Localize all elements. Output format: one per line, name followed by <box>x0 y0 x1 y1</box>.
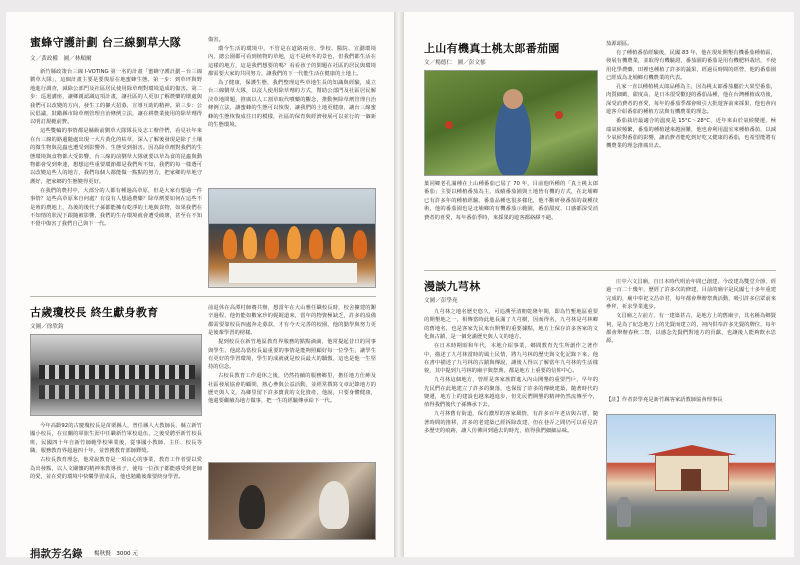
paragraph: 古校長教育工作退休之後，仍然持續的服務鄉里，擔任地方仕紳及社區發展協會的顧問，熱心參與公益活動，並經常撰寫文章記錄地方的歷史與人文，為鄉里留下許多寶貴的文化資產，他說，只要身體健康，他還要繼續為地方做事，把一生的經驗傳承給下一代。 <box>208 373 376 405</box>
paragraph: 孔家一直以種植桃太郎品種為主，因為桃太郎番茄屬於大果型番茄，肉質細緻，甜度高，是日本很受歡迎的番茄品種，他在台灣種植成功後，深受消費者的喜愛，每年的番茄季都會吸引大批遊客前來採果，他也會向遊客介紹番茄的種植方法與有機農業的理念。 <box>606 84 776 116</box>
article3-col2 <box>606 40 776 262</box>
paragraph: 九芎林之地名歷史悠久，可追溯至清朝乾隆年間，即為竹塹地區重要的開墾地之一，相傳當時此地長滿了九芎樹，因而得名，九芎林是芎林鄉的舊地名，也是客家先民來台開墾的重要據點，地方上保存許多客家的文化與古蹟，是一個充滿歷史與人文的地方。 <box>424 309 598 341</box>
paragraph: 傷害。 <box>208 37 224 43</box>
author-note: 【註】作者彭學堯是新竹縣客家語教師協會理事長 <box>606 397 723 403</box>
article4-col1 <box>424 308 598 542</box>
article2-col2 <box>208 304 376 458</box>
paragraph: 古校長教育理念，他常說教育是一項良心的事業，教育工作者要以愛為出發點，以人文關懷的精神來教導孩子，使每一位孩子都能感受到老師的愛，並在愛的環境中快樂學習成長，他也勉勵後輩要終身學習。 <box>30 457 202 480</box>
article1-byline: 文／黃政權 圖／林順爾 <box>30 56 92 62</box>
archival-class-photo <box>30 334 202 416</box>
article1-col2 <box>208 36 376 182</box>
paragraph: 茄源頭區。 <box>606 41 633 47</box>
section-divider <box>30 296 376 297</box>
paragraph: 環今生活的環境中，不管是在道路兩旁，學校、醫院、宣劃環境內，總公園都可看到植物的草地，這不是秋冬的景色，但我們都生活在這樣的地方，這是我們想要的嗎？看看孩子的問題在社區的居民與環境都需要大家的共同努力，讓我們的下一代能生活在健康的土地上。 <box>208 45 376 78</box>
paragraph: 今年高齡92的古慶瓊校長是苗栗縣人，曾任縣人大教師長、縣立新竹國小校長，在宜蘭的軍旅生涯中任職新竹軍校退伍，之後受聘至新竹校長班，民國四十年自新竹師範學校畢業後，從事國小教師、主任、校長等職，服務教育界超過四十年，並曾獲教育部師鐸獎。 <box>30 423 202 455</box>
paragraph: 九芎林這個地方，曾經是客家族群進入內山開墾的重要門戶，早年的先民們在此地建立了許多的聚落，也保留了許多的傳統建築，隨著時代的變遷，地方上的建設也越來越進步，但先民們開墾的精神仍然流傳至今，值得我們後代子孫傳承下去。 <box>424 377 598 409</box>
article3-byline: 文／楊德仁 圖／彭文郁 <box>424 60 486 66</box>
article2-title: 古歲瓊校長 終生獻身教育 <box>30 306 159 319</box>
article4-byline: 文圖／彭學堯 <box>424 298 458 304</box>
article4-col2 <box>606 278 776 390</box>
donation-list-title: 捐款芳名錄 <box>30 548 83 560</box>
paragraph: 前退休在高潭村師賽共辦，想當年在大山雅任職校長時，校舍擴建的艱辛過程，他仍能如數家珍的娓娓道來，當年的物資極缺乏，許多的設備都需要靠校長四處奔走募款，才有今天完善的校園，他的勤學與努力更是後輩學習的榜樣。 <box>208 305 376 337</box>
paragraph: 這些雙輪的事情都是縣級前劉草大隊隊長及志工辦伴們，看見社年來在台三線的路邊隨處出現一大片黃化的枯草，深入了解後發現是除了土壤的微生物與昆蟲也遭受到影響外，生態受到損害。因為除草劑對我們的生態環境與食物都大受影響，台三線的前劉草大隊就要以草為食的昆蟲與動物都會受到牽連，想想這些重要環節都是我們所不知，我們的每一樣選可以改變這些人的地方，我們每個人都能做一點點的努力，把家鄉的草地守護好，把家鄉的生態變得更好。 <box>30 128 202 185</box>
paragraph: 在我們的農村中，大部分的人都有種過高草原，但是大家有想過一件事情？這些高草原來自何處？有沒有人想過農藥？除草劑要如何在這些不是殖的農地上，為後的後代子孫都能擁有乾淨的土地與食物，如果我們在不知情的狀況下跟隨被影響，我們的生存環境就會遭受破壞，甚至在不知不覺中傷害了我們自己與下一代。 <box>30 187 202 228</box>
paragraph: 庄中六文昌廟，自日本時代明治年間已創建，今改建為雙堂介節，經過一百二十幾年，歷經了許多次的修建，目前的廟宇是民國七十多年重建完成的，廟中奉祀文昌帝君，每年都會舉辦祭典活動，吸引許多信眾前來參拜，祈求學業進步。 <box>606 279 776 311</box>
tomato-photo-caption: 葉同鄉老孔滿種在上山種番茄已屆了 70 年，目前他所種的「真土桃太郎番茄」主要以種植番茄為主，成績番茄園與土地皆有機的方式，在北埔鄉已有許多年的種植經驗，番茄品種也很多樣化，他不斷研發番茄的栽種技術，他的番茄園也是北埔鄉的有機番茄示範園，番茄甜度、口感都深受消費者的喜愛，每年番茄季時，來採果的遊客都絡繹不絕。 <box>424 181 598 221</box>
paragraph: 新竹縣政策台三線 I-VOTING 第一名的計畫「蜜蜂守護計劃－台三線劉草大隊」，這個計畫主要是要復原在地蜜蜂生態。第一步：到草坪與野地進行調查，減除公部門及社區居民使用除草劑對環境造成的傷害。第二步：巡迴講座，讓鄉親認識這項計畫，讓社區的人更加了解農藥的壞處與我們可以改變的方向，發生工的擴大招募，宣導互助的精神。第三步：公民倡議，鼓勵縣市除草劑管理自治條例立法，讓在耕農業使用的除草劑得以明訂規範前費。 <box>30 69 202 126</box>
temple-photo <box>606 414 776 540</box>
left-page <box>6 12 394 560</box>
paragraph: 文昌廟之左前方，有一建築甚古，是地方上的舊廟宇，其名稱為鄉賢祠，是為了紀念地方上的先賢而建立的，祠內供奉許多先賢的牌位，每年都會舉辦春秋二祭，以感念先賢們對地方的貢獻，也讓後人能夠飲水思源。 <box>606 313 776 345</box>
article2-col1 <box>30 422 202 540</box>
volunteer-group-photo <box>208 188 376 288</box>
page-gutter <box>394 12 404 557</box>
article1-title: 蜜蜂守護計劃 台三線劉草大隊 <box>30 36 182 49</box>
paragraph: 九芎林舊有街道，保有濃厚的客家風情，有許多百年老店與古厝，隨著時間的推移，許多的老建築已經拆除改建，但在巷弄之間仍可以看見許多歷史的痕跡，讓人彷彿回到過去的時光，值得我們細細品味。 <box>424 411 598 435</box>
donation-entry: 楊秋賢 3000 元 <box>94 551 138 557</box>
paragraph: 番茄栽培最適合的溫度是 15°C～28°C，近年來由於氣候變遷，極端氣候頻繁，番茄的種植越來越困難，他也會利用溫室來種植番茄，以減少氣候對番茄的影響，讓消費者能吃到好吃又健康的番茄，也希望能將有機農業的理念推廣出去。 <box>606 118 776 150</box>
paragraph: 為了健康，保護生態，我們整理這些草地生長的知識與經驗，成立台三線劉草大隊，以沒人使用除草劑的方式，幫助公部門及社區居民解決草地問題，推廣以人工割草取代噴藥的觀念，推動無除草劑管理自治條例立法，讓蜜蜂的生態可以恢復，讓我們的土地更健康，讓台三線蜜蜂的生態恢復成往日的模樣，社區的保育與經濟發展可以並行的一個新的生態環境。 <box>208 80 376 129</box>
principal-interview-photo <box>208 462 376 540</box>
article1-col1 <box>30 68 202 292</box>
article3-title: 上山有機真土桃太郎番茄園 <box>424 42 560 55</box>
paragraph: 有了種植番茄經驗後，民國 83 年，他在現址開墾有機番茄種植區，發展有機農業，並取得有機驗證，番茄園的番茄是用有機肥料栽培，不使用化學農藥，田裡也種植了許多的蔬果，經過長時間的經營，他的番茄園已經成為北埔鄉有機農業的代表。 <box>606 49 776 82</box>
section-divider <box>424 270 776 271</box>
article2-byline: 文圖／徐欣鈞 <box>30 324 64 330</box>
tomato-farmer-photo <box>424 70 598 176</box>
article4-title: 漫談九芎林 <box>424 280 481 293</box>
paragraph: 在日本時期昭和年代，本地介紹事業，鄉間教育先生所創作之著作中，描述了九芎林當時的風土民情，將九芎林的歷史與文化記錄下來，他在書中描述了九芎林的古蹟與傳說，讓後人得以了解當年九芎林的生活樣貌，其中提到九芎林的廟宇與祭典，都是地方上重要的信仰中心。 <box>424 343 598 375</box>
right-page <box>404 12 794 557</box>
paragraph: 提到校長在新竹地區教育界服務的點點滴滴，他常提起昔日的同事與學生，他認為當校長最重要的事情是能夠照顧好每一位學生，讓學生有更好的學習環境，學生的成就就是校長最大的驕傲，這也是他一生堅持的信念。 <box>208 339 376 371</box>
